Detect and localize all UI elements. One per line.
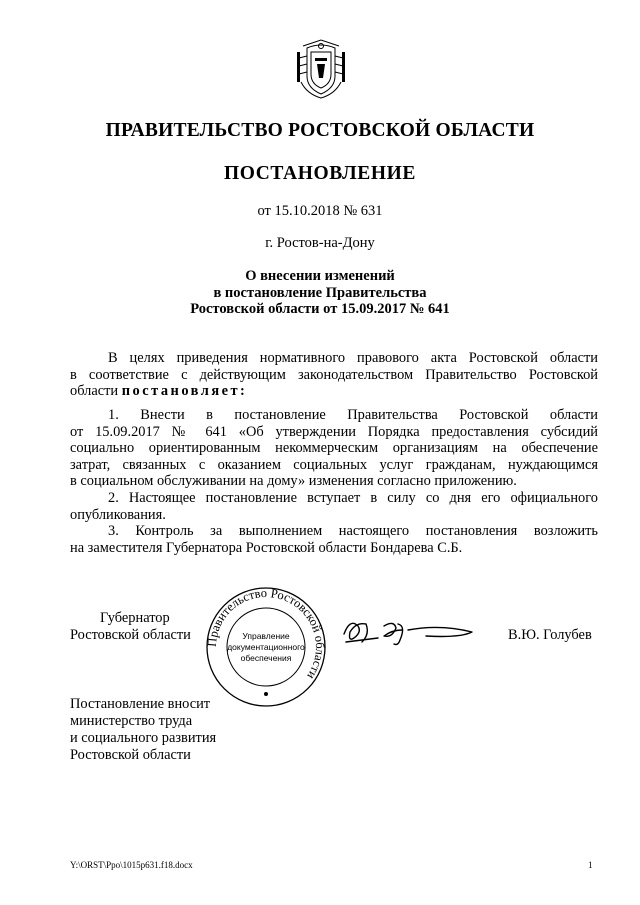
document-type: ПОСТАНОВЛЕНИЕ xyxy=(223,163,417,184)
text-line: на заместителя Губернатора Ростовской области Бондарева С.Б. xyxy=(70,539,463,556)
notice-line: Постановление вносит xyxy=(70,696,211,712)
subject-line: Ростовской области от 15.09.2017 № 641 xyxy=(190,301,450,317)
text-fragment: области xyxy=(70,383,119,399)
stamp-inner-line: Управление xyxy=(242,631,290,641)
stamp-outer-text: Правительство Ростовской области xyxy=(205,586,327,682)
preamble-paragraph xyxy=(70,350,598,400)
text-line: 3. Контроль за выполнением настоящего постановления возложить xyxy=(108,523,598,539)
signatory-name: В.Ю. Голубев xyxy=(508,627,592,643)
decree-verb: постановляет: xyxy=(121,383,248,399)
notice-line: министерство труда xyxy=(70,713,193,729)
handwritten-signature xyxy=(340,612,480,650)
text-line: в соответствие с действующим законодательством Правительство Ростовской xyxy=(70,366,598,383)
subject-line: О внесении изменений xyxy=(245,268,395,284)
city: г. Ростов-на-Дону xyxy=(265,235,375,251)
signatory-role xyxy=(70,610,191,644)
official-stamp xyxy=(205,586,327,708)
date-number: от 15.10.2018 № 631 xyxy=(257,203,383,219)
page-number: 1 xyxy=(588,860,593,870)
document-subject xyxy=(0,268,640,318)
submitted-by-notice xyxy=(70,696,216,764)
text-line: в социальном обслуживании на дому» изменения согласно приложению. xyxy=(70,473,517,489)
item-1-paragraph xyxy=(70,407,598,490)
text-line: 1. Внести в постановление Правительства Ростовской области xyxy=(108,407,598,423)
text-line: социально ориентированным некоммерческим организациям на обеспечение xyxy=(70,440,598,456)
text-line: 2. Настоящее постановление вступает в силу со дня его официального xyxy=(108,490,598,506)
government-name: ПРАВИТЕЛЬСТВО РОСТОВСКОЙ ОБЛАСТИ xyxy=(105,120,535,141)
text-line: затрат, связанных с оказанием социальных услуг гражданам, нуждающимся xyxy=(70,456,598,473)
item-3-paragraph xyxy=(70,523,598,556)
role-line: Ростовской области xyxy=(70,627,191,643)
stamp-inner-line: обеспечения xyxy=(240,653,292,663)
text-line: от 15.09.2017 № 641 «Об утверждении Порядка предоставления субсидий xyxy=(70,423,598,440)
text-line xyxy=(70,383,598,400)
text-line: В целях приведения нормативного правового акта Ростовской области xyxy=(108,350,598,366)
item-2-paragraph xyxy=(70,490,598,523)
subject-line: в постановление Правительства xyxy=(213,284,427,301)
text-line: опубликования. xyxy=(70,506,166,523)
coat-of-arms-icon xyxy=(293,38,349,102)
notice-line: Ростовской области xyxy=(70,747,191,763)
role-line: Губернатор xyxy=(100,610,170,626)
notice-line: и социального развития xyxy=(70,730,217,746)
stamp-inner-line: документационного xyxy=(227,642,305,652)
file-path-footer: Y:\ORST\Ppo\1015p631.f18.docx xyxy=(70,860,193,870)
